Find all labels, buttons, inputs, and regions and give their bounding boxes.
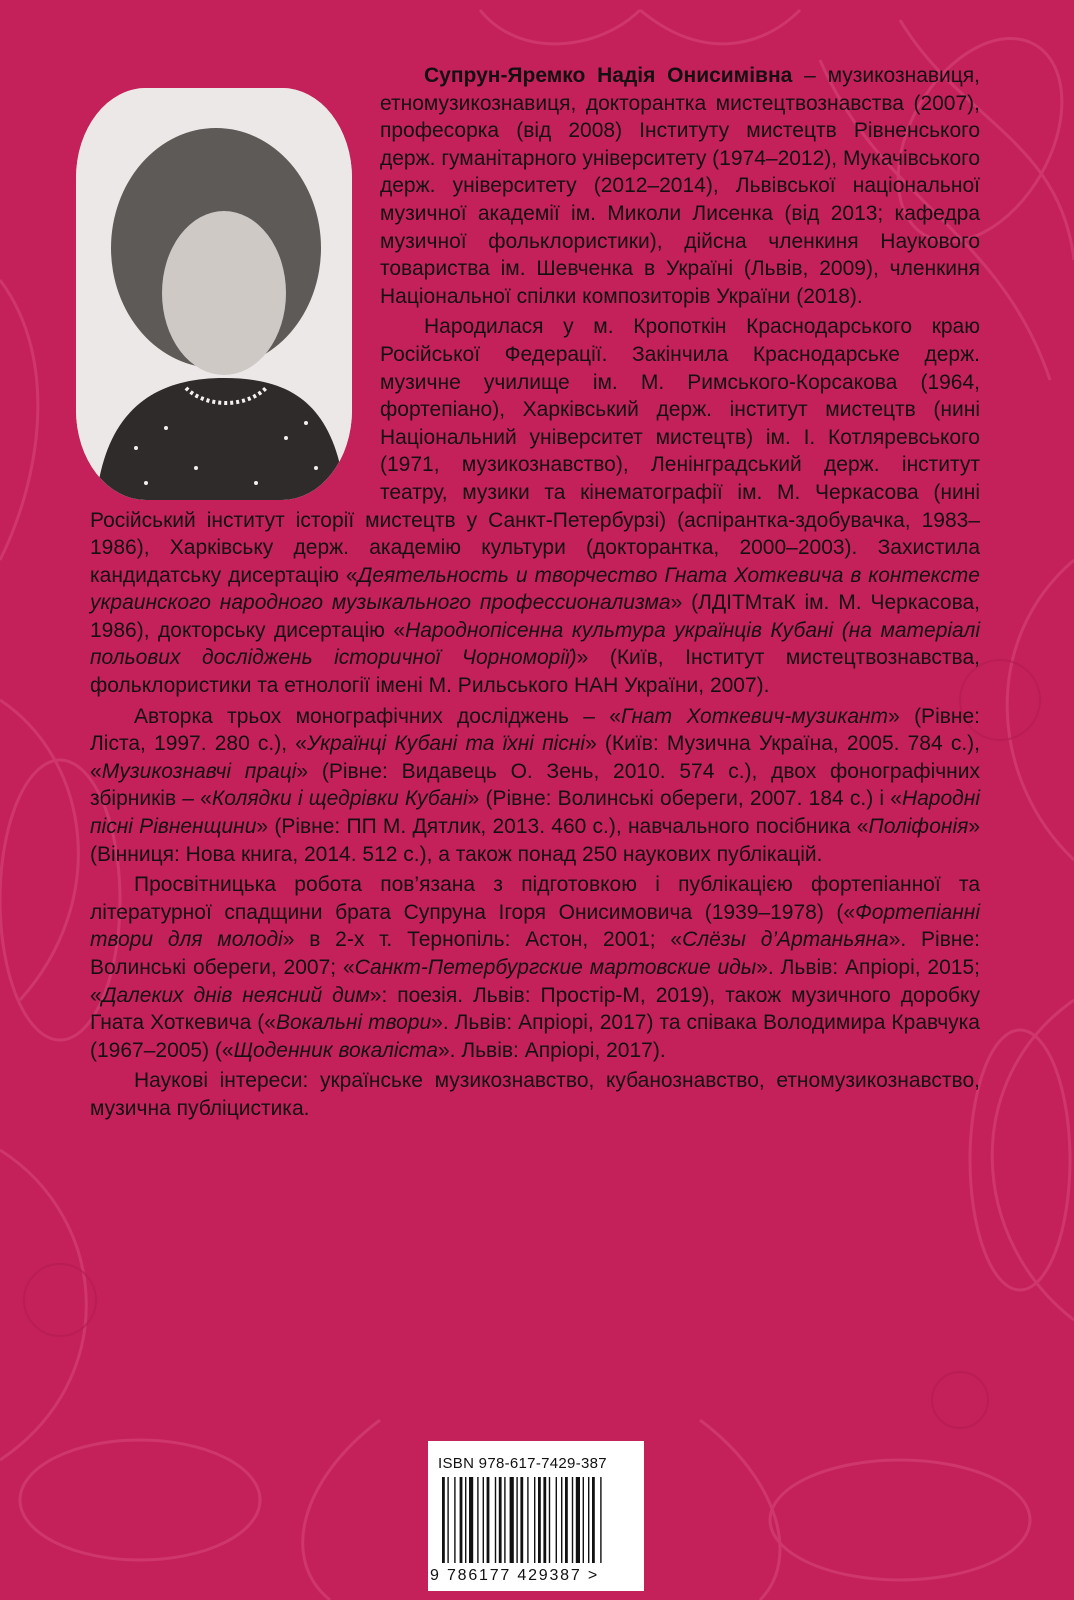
bio-paragraph-4: Просвітницька робота пов’язана з підготовкою і публікацією фортепіанної та літературної спадщини брата Супруна Ігоря Онисимовича (1939–1978) («Фортепіанні твори для молоді» в 2-х т. Тернопіль: Астон, 2001; «Слёзы д’Артаньяна». Рівне: Волинські обереги, 2007; «Санкт-Петербургские мартовские иды». Львів: Апріорі, 2015; «Далеких днів неясний дим»: поезія. Львів: Простір-М, 2019), також музичного доробку Гната Хоткевича («Вокальні твори». Львів: Апріорі, 2017) та співака Володимира Кравчука (1967–2005) («Щоденник вокаліста». Львів: Апріорі, 2017). xyxy=(90,873,980,1062)
author-name: Супрун-Яремко Надія Онисимівна xyxy=(424,64,793,87)
bio-paragraph-2: Народилася у м. Кропоткін Краснодарського краю Російської Федерації. Закінчила Краснодарське держ. музичне училище ім. М. Римського-Корсакова (1964, фортепіано), Харківський держ. інститут мистецтв (нині Національний університет мистецтв) ім. І. Котляревського (1971, музикознавство), Ленінградський держ. інститут театру, музики та кінематографії ім. М. Черкасова (нині Російський інститут історії мистецтв у Санкт-Петербурзі) (аспірантка-здобувачка, 1983–1986), Харківську держ. академію культури (докторантка, 2000–2003). Захистила кандидатську дисертацію «Деятельность и творчество Гната Хоткевича в контексте украинского народного музыкального профессионализма» (ЛДІТМтаК ім. М. Черкасова, 1986), докторську дисертацію «Народнопісенна культура українців Кубані (на матеріалі польових досліджень історичної Чорноморії)» (Київ, Інститут мистецтвознавства, фольклористики та етнології імені М. Рильського НАН України, 2007). xyxy=(90,315,981,698)
biography-text xyxy=(90,62,980,1126)
bio-paragraph-5: Наукові інтереси: українське музикознавство, кубанознавство, етномузикознавство, музична публіцистика. xyxy=(90,1069,980,1120)
barcode-bars-icon xyxy=(434,1477,638,1567)
isbn-barcode xyxy=(428,1441,644,1591)
portrait-spacer xyxy=(90,62,380,487)
bio-paragraph-1: Супрун-Яремко Надія Онисимівна – музикознавиця, етномузикознавиця, докторантка мистецтвознавства (2007), професорка (від 2008) Інституту мистецтв Рівненського держ. гуманітарного університету (1974–2012), Мукачівського держ. університету (2012–2014), Львівської національної музичної академії ім. Миколи Лисенка (від 2013; кафедра музичної фольклористики), дійсна членкиня Наукового товариства ім. Шевченка в Україні (Львів, 2009), членкиня Національної спілки композиторів України (2018). xyxy=(380,64,980,308)
bio-paragraph-3: Авторка трьох монографічних досліджень – «Гнат Хоткевич-музикант» (Рівне: Ліста, 1997. 280 с.), «Українці Кубані та їхні пісні» (Київ: Музична Україна, 2005. 784 с.), «Музикознавчі праці» (Рівне: Видавець О. Зень, 2010. 574 с.), двох фонографічних збірників – «Колядки і щедрівки Кубані» (Рівне: Волинські обереги, 2007. 184 с.) і «Народні пісні Рівненщини» (Рівне: ПП М. Дятлик, 2013. 460 с.), навчального посібника «Поліфонія» (Вінниця: Нова книга, 2014. 512 с.), а також понад 250 наукових публікацій. xyxy=(90,704,981,866)
isbn-label: ISBN 978-617-7429-387 xyxy=(438,1455,607,1472)
barcode-digits: 9 786177 429387 > xyxy=(430,1567,599,1584)
